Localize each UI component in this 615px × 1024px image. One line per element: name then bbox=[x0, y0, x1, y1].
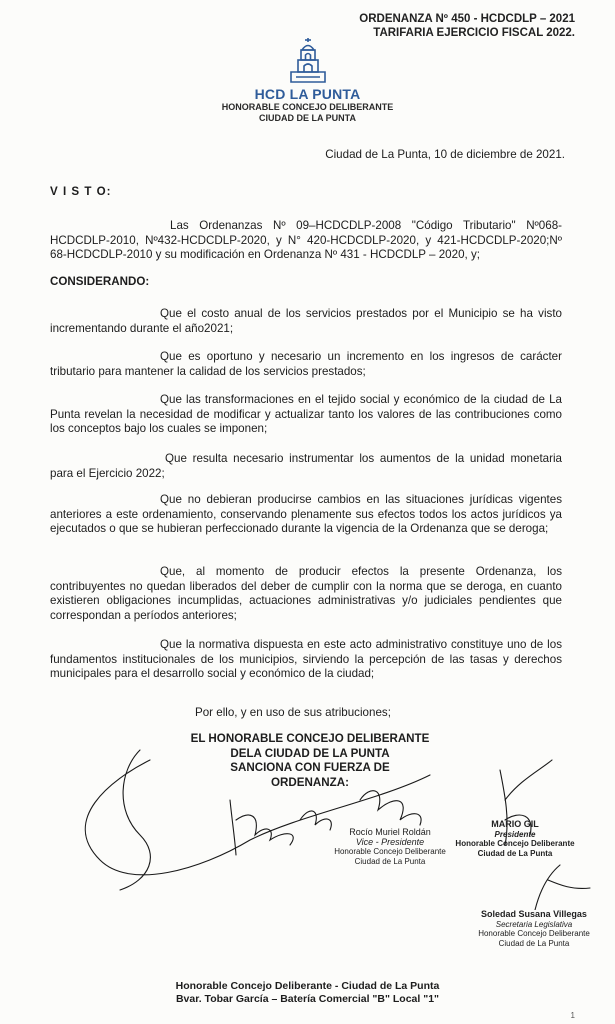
logo-subtitle-1: HONORABLE CONCEJO DELIBERANTE bbox=[221, 102, 394, 112]
ordinance-number: ORDENANZA Nº 450 - HCDCDLP – 2021 bbox=[359, 13, 575, 25]
church-tower-icon bbox=[288, 36, 328, 86]
considerando-paragraph-2: Que es oportuno y necesario un incremento en los ingresos de carácter tributario para mantener la calidad de los servicios prestados; bbox=[50, 350, 562, 378]
logo-subtitle-2: CIUDAD DE LA PUNTA bbox=[259, 113, 356, 123]
footer-line-1: Honorable Concejo Deliberante - Ciudad de La Punta bbox=[175, 980, 440, 992]
logo-name: HCD LA PUNTA bbox=[254, 86, 361, 102]
sanction-line-1: EL HONORABLE CONCEJO DELIBERANTE bbox=[190, 732, 430, 745]
ordinance-subject: TARIFARIA EJERCICIO FISCAL 2022. bbox=[373, 27, 575, 39]
hcd-logo bbox=[0, 36, 615, 124]
visto-text: Las Ordenanzas Nº 09–HCDCDLP-2008 "Código Tributario" Nº068-HCDCDLP-2010, Nº432-HCDCDLP-2020, y N° 420-HCDCDLP-2020, y 421-HCDCDLP-2020;Nº 68-HCDCDLP-2010 y su modificación en Ordenanza Nº 431 - HCDCDLP – 2020, y; bbox=[50, 219, 562, 262]
sanction-line-3: SANCIONA CON FUERZA DE bbox=[230, 761, 390, 774]
president-name: MARIO GIL bbox=[491, 819, 539, 829]
signature-secretary bbox=[478, 910, 590, 948]
visto-heading: V I S T O: bbox=[50, 185, 112, 198]
considerando-heading: CONSIDERANDO: bbox=[50, 275, 150, 288]
considerando-paragraph-6: Que, al momento de producir efectos la presente Ordenanza, los contribuyentes no quedan liberados del deber de cumplir con la norma que se deroga, en cuanto existieren obligaciones incumplidas, actuaciones administrativas y/o judiciales pendientes que correspondan a períodos anteriores; bbox=[50, 565, 562, 622]
secretary-org-1: Honorable Concejo Deliberante bbox=[478, 929, 590, 938]
secretary-org-2: Ciudad de La Punta bbox=[498, 938, 570, 948]
considerando-paragraph-7: Que la normativa dispuesta en este acto administrativo constituye uno de los fundamentos institucionales de los municipios, sirviendo la percepción de las tasas y derechos municipales para el desarrollo social y económico de la ciudad; bbox=[50, 638, 562, 681]
considerando-paragraph-5: Que no debieran producirse cambios en las situaciones jurídicas vigentes anteriores a este ordenamiento, conservando plenamente sus efectos todos los actos jurídicos ya ejecutados o que se hubieran perfeccionado durante la vigencia de la Ordenanza que se deroga; bbox=[50, 493, 562, 536]
footer-line-2: Bvar. Tobar García – Batería Comercial "B" Local "1" bbox=[175, 993, 440, 1005]
secretary-role: Secretaria Legislativa bbox=[495, 919, 573, 929]
sanction-line-2: DELA CIUDAD DE LA PUNTA bbox=[230, 746, 390, 760]
president-org-2: Ciudad de La Punta bbox=[477, 848, 553, 858]
document-date: Ciudad de La Punta, 10 de diciembre de 2021. bbox=[325, 148, 565, 161]
secretary-name: Soledad Susana Villegas bbox=[481, 909, 587, 919]
vice-org-2: Ciudad de La Punta bbox=[354, 856, 426, 866]
considerando-paragraph-3: Que las transformaciones en el tejido social y económico de la ciudad de La Punta revelan la necesidad de modificar y actualizar tanto los valores de las contribuciones como los conceptos bajo los cuales se imponen; bbox=[50, 393, 562, 436]
vice-name: Rocío Muriel Roldán bbox=[349, 827, 431, 837]
considerando-paragraph-1: Que el costo anual de los servicios prestados por el Municipio se ha visto incrementando durante el año2021; bbox=[50, 307, 562, 335]
considerando-paragraph-4: Que resulta necesario instrumentar los aumentos de la unidad monetaria para el Ejercicio 2022; bbox=[50, 452, 562, 480]
president-role: Presidente bbox=[494, 829, 536, 839]
signature-vice-president bbox=[325, 828, 455, 866]
sanction-line-4: ORDENANZA: bbox=[271, 775, 349, 789]
closing-intro: Por ello, y en uso de sus atribuciones; bbox=[195, 706, 391, 719]
vice-org-1: Honorable Concejo Deliberante bbox=[334, 847, 446, 856]
president-org-1: Honorable Concejo Deliberante bbox=[455, 839, 575, 848]
signature-president bbox=[455, 820, 575, 858]
page-footer bbox=[0, 980, 615, 1006]
page-number: 1 bbox=[570, 1011, 575, 1020]
vice-role: Vice - Presidente bbox=[355, 836, 425, 847]
